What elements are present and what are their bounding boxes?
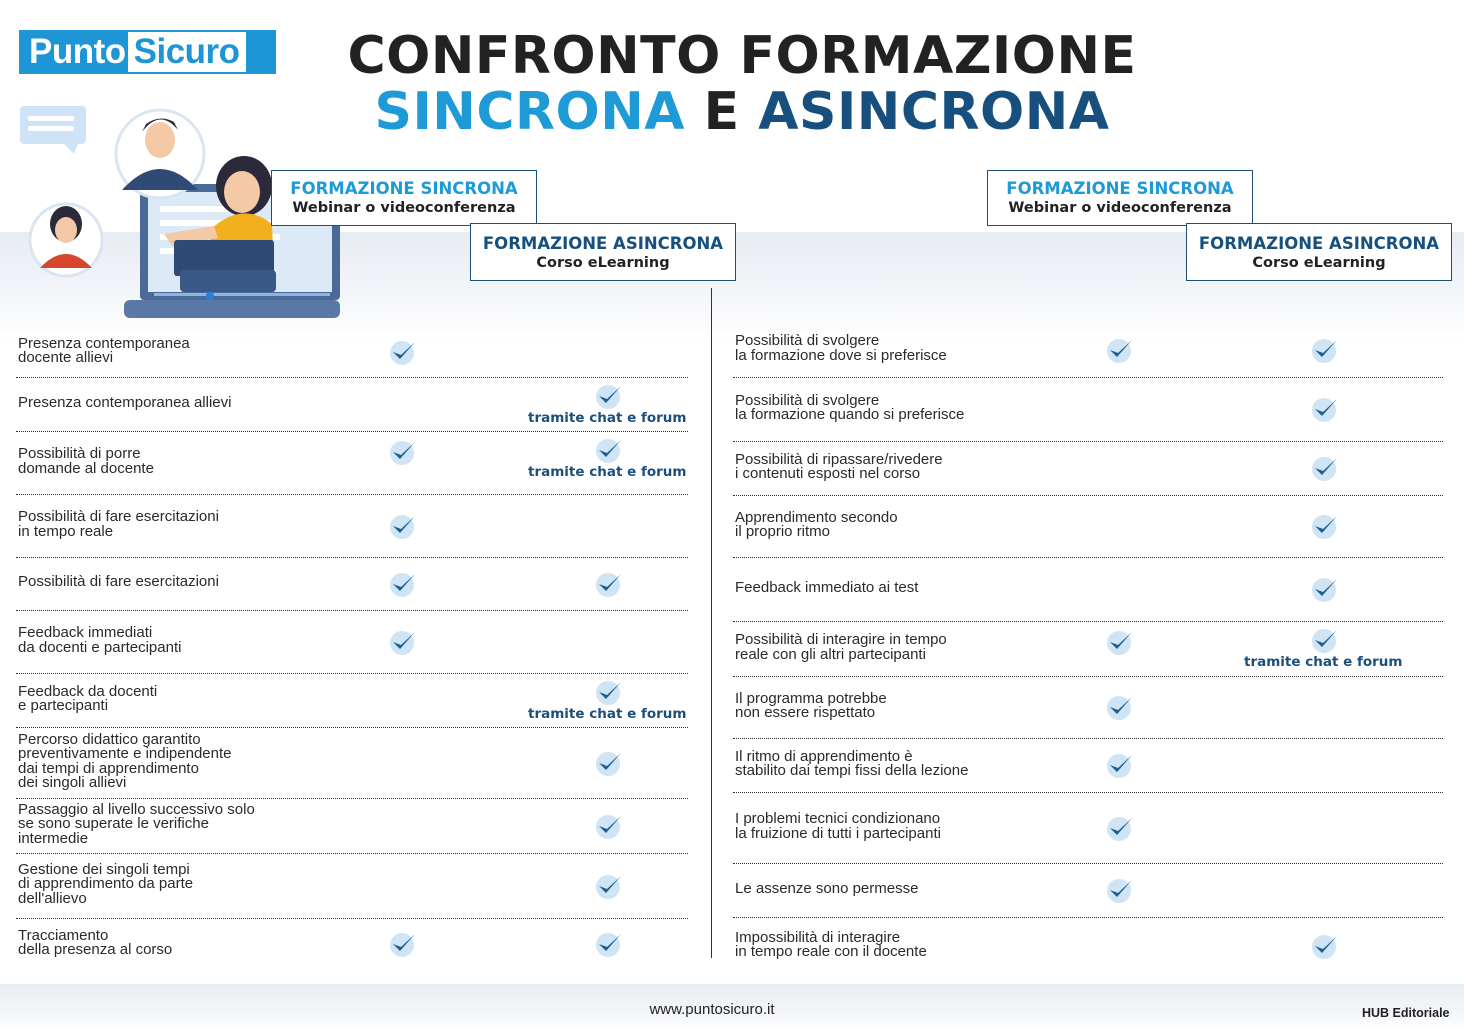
- async-checkmark-icon: [594, 871, 624, 901]
- footer-website[interactable]: www.puntosicuro.it: [649, 1001, 775, 1018]
- row-label: Feedback immediati da docenti e partecipanti: [18, 624, 182, 656]
- row-label: Possibilità di fare esercitazioni: [18, 573, 219, 591]
- async-checkmark-icon: [594, 435, 624, 465]
- row-separator: [733, 863, 1443, 864]
- row-separator: [733, 557, 1443, 558]
- header-sync-left: [271, 170, 537, 226]
- header-async-subtitle: Corso eLearning: [536, 255, 670, 271]
- row-separator: [16, 494, 688, 495]
- row-label: Possibilità di porre domande al docente: [18, 445, 154, 477]
- header-async-title: FORMAZIONE ASINCRONA: [1198, 234, 1440, 253]
- sync-checkmark-icon: [1105, 750, 1135, 780]
- async-checkmark-icon: [594, 381, 624, 411]
- page-title-line-1: CONFRONTO FORMAZIONE: [347, 26, 1137, 86]
- async-checkmark-icon: [1310, 511, 1340, 541]
- row-separator: [733, 792, 1443, 793]
- async-checkmark-icon: [1310, 574, 1340, 604]
- row-label: Possibilità di interagire in tempo reale con gli altri partecipanti: [735, 631, 947, 663]
- header-sync-right: [987, 170, 1253, 226]
- chat-bubble-icon: [20, 106, 86, 144]
- async-checkmark-icon: [594, 748, 624, 778]
- row-separator: [733, 621, 1443, 622]
- async-note: tramite chat e forum: [528, 464, 687, 480]
- row-label: Tracciamento della presenza al corso: [18, 926, 173, 958]
- row-separator: [16, 557, 688, 558]
- row-separator: [16, 610, 688, 611]
- sync-checkmark-icon: [388, 929, 418, 959]
- row-separator: [733, 495, 1443, 496]
- row-label: I problemi tecnici condizionano la fruizione di tutti i partecipanti: [735, 810, 941, 842]
- row-label: Gestione dei singoli tempi di apprendimento da parte dell'allievo: [18, 860, 194, 907]
- row-label: Presenza contemporanea docente allievi: [18, 334, 190, 366]
- sync-checkmark-icon: [388, 627, 418, 657]
- row-separator: [16, 431, 688, 432]
- column-divider: [711, 288, 712, 958]
- row-separator: [733, 441, 1443, 442]
- header-async-subtitle: Corso eLearning: [1252, 255, 1386, 271]
- title-sync-word: SINCRONA: [374, 82, 685, 142]
- row-label: Possibilità di svolgere la formazione dove si preferisce: [735, 332, 947, 364]
- row-separator: [733, 917, 1443, 918]
- row-separator: [16, 798, 688, 799]
- page-title-line-2: [300, 82, 1184, 142]
- title-async-word: ASINCRONA: [758, 82, 1110, 142]
- header-async-left: [470, 223, 736, 281]
- row-label: Impossibilità di interagire in tempo reale con il docente: [735, 928, 927, 960]
- title-and-word: E: [703, 82, 740, 142]
- async-checkmark-icon: [594, 569, 624, 599]
- row-label: Il programma potrebbe non essere rispettato: [735, 689, 887, 721]
- row-label: Percorso didattico garantito preventivamente e indipendente dai tempi di apprendimento dei singoli allievi: [18, 730, 232, 791]
- row-label: Possibilità di fare esercitazioni in tempo reale: [18, 508, 219, 540]
- sync-checkmark-icon: [388, 569, 418, 599]
- row-separator: [16, 918, 688, 919]
- async-note: tramite chat e forum: [528, 706, 687, 722]
- logo-part-2: Sicuro: [128, 32, 246, 72]
- async-checkmark-icon: [594, 929, 624, 959]
- sync-checkmark-icon: [1105, 335, 1135, 365]
- header-sync-subtitle: Webinar o videoconferenza: [292, 200, 516, 216]
- sync-checkmark-icon: [1105, 813, 1135, 843]
- sync-checkmark-icon: [388, 337, 418, 367]
- row-separator: [733, 676, 1443, 677]
- footer-publisher: HUB Editoriale: [1362, 1006, 1450, 1020]
- row-separator: [16, 727, 688, 728]
- row-label: Il ritmo di apprendimento è stabilito dai tempi fissi della lezione: [735, 747, 969, 779]
- sync-checkmark-icon: [1105, 875, 1135, 905]
- header-async-right: [1186, 223, 1452, 281]
- row-separator: [16, 673, 688, 674]
- header-sync-title: FORMAZIONE SINCRONA: [290, 179, 518, 198]
- sync-checkmark-icon: [1105, 692, 1135, 722]
- row-separator: [733, 377, 1443, 378]
- row-label: Possibilità di ripassare/rivedere i contenuti esposti nel corso: [735, 450, 943, 482]
- header-sync-title: FORMAZIONE SINCRONA: [1006, 179, 1234, 198]
- header-sync-subtitle: Webinar o videoconferenza: [1008, 200, 1232, 216]
- logo-part-1: Punto: [29, 32, 126, 71]
- row-label: Apprendimento secondo il proprio ritmo: [735, 508, 898, 540]
- async-checkmark-icon: [1310, 394, 1340, 424]
- async-checkmark-icon: [594, 811, 624, 841]
- row-label: Feedback immediato ai test: [735, 578, 919, 596]
- row-label: Feedback da docenti e partecipanti: [18, 682, 158, 714]
- sync-checkmark-icon: [388, 437, 418, 467]
- row-separator: [16, 377, 688, 378]
- row-label: Passaggio al livello successivo solo se sono superate le verifiche intermedie: [18, 800, 255, 847]
- row-label: Possibilità di svolgere la formazione quando si preferisce: [735, 391, 965, 423]
- async-checkmark-icon: [1310, 625, 1340, 655]
- row-label: Le assenze sono permesse: [735, 879, 919, 897]
- async-checkmark-icon: [1310, 335, 1340, 365]
- async-note: tramite chat e forum: [1244, 654, 1403, 670]
- sync-checkmark-icon: [388, 511, 418, 541]
- async-note: tramite chat e forum: [528, 410, 687, 426]
- async-checkmark-icon: [1310, 931, 1340, 961]
- async-checkmark-icon: [594, 677, 624, 707]
- sync-checkmark-icon: [1105, 627, 1135, 657]
- row-separator: [16, 853, 688, 854]
- row-label: Presenza contemporanea allievi: [18, 393, 232, 411]
- header-async-title: FORMAZIONE ASINCRONA: [482, 234, 724, 253]
- async-checkmark-icon: [1310, 453, 1340, 483]
- row-separator: [733, 738, 1443, 739]
- puntosicuro-logo[interactable]: [19, 30, 276, 74]
